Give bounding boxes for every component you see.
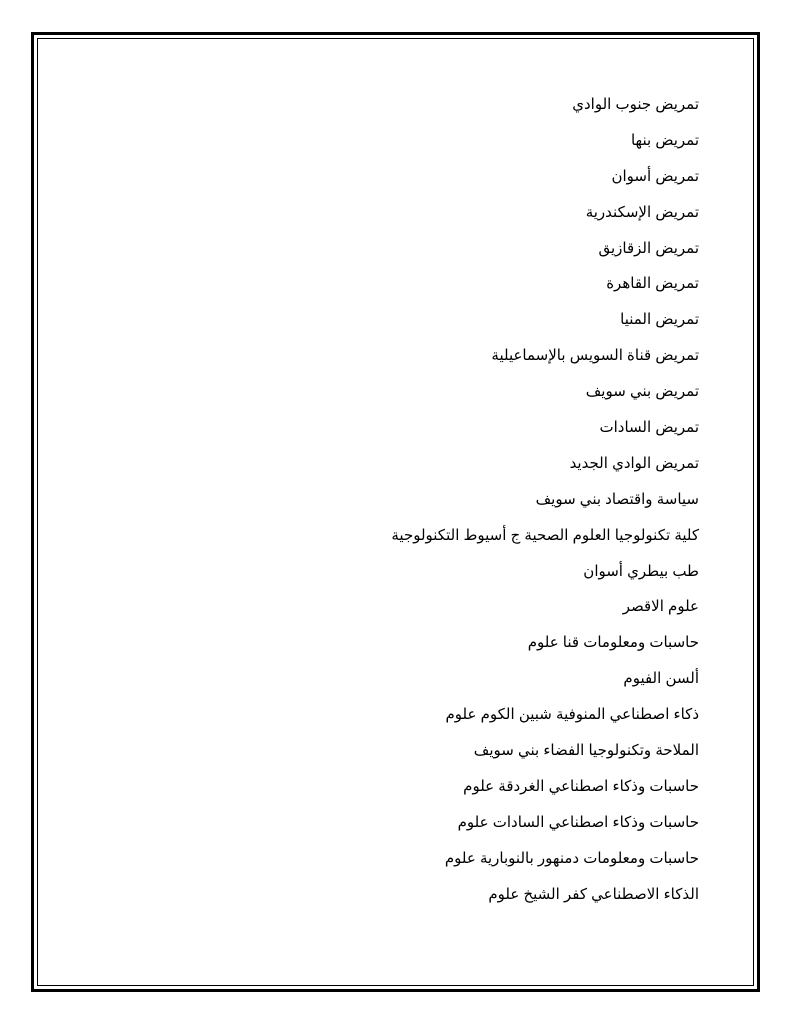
list-item: تمريض المنيا [620, 311, 699, 329]
list-item: ألسن الفيوم [623, 670, 699, 688]
list-item: تمريض جنوب الوادي [572, 96, 699, 113]
list-item: تمريض الوادي الجديد [569, 454, 699, 472]
list-item: طب بيطري أسوان [583, 562, 699, 580]
list-item: الذكاء الاصطناعي كفر الشيخ علوم [488, 885, 699, 903]
list-item: تمريض القاهرة [606, 275, 699, 293]
list-item: تمريض بنها [630, 131, 699, 149]
list-item: تمريض السادات [599, 419, 699, 437]
list-item: الملاحة وتكنولوجيا الفضاء بني سويف [473, 742, 699, 760]
list-item: كلية تكنولوجيا العلوم الصحية ج أسيوط التكنولوجية [391, 526, 699, 544]
list-item: حاسبات ومعلومات دمنهور بالنوبارية علوم [444, 849, 699, 867]
list-item: تمريض الزقازيق [598, 239, 699, 257]
list-item: ذكاء اصطناعي المنوفية شبين الكوم علوم [445, 706, 699, 724]
list-item: تمريض قناة السويس بالإسماعيلية [491, 347, 699, 365]
list-item: حاسبات وذكاء اصطناعي السادات علوم [457, 813, 699, 831]
list-item: حاسبات وذكاء اصطناعي الغردقة علوم [463, 777, 699, 795]
list-item: تمريض الإسكندرية [585, 203, 699, 221]
list-item: سياسة واقتصاد بني سويف [535, 490, 699, 508]
list-item: علوم الاقصر [622, 598, 699, 616]
list-item: تمريض بني سويف [585, 383, 699, 401]
list-item: حاسبات ومعلومات قنا علوم [527, 634, 699, 652]
list-item: تمريض أسوان [611, 167, 699, 185]
faculty-list [199, 90, 699, 915]
